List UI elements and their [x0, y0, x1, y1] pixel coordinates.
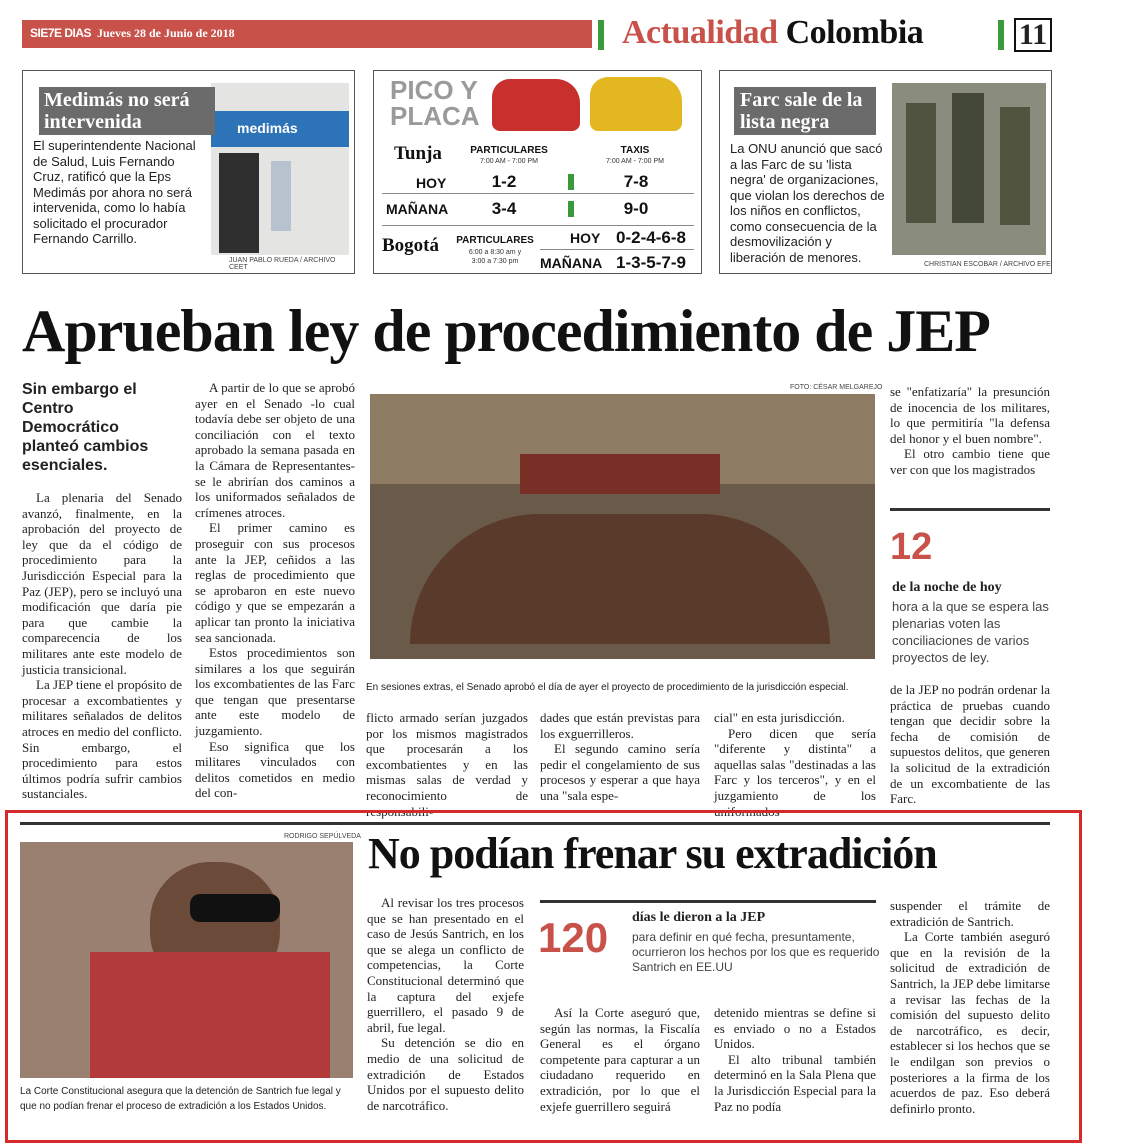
bogota-hours2: 3:00 a 7:30 pm: [471, 258, 519, 265]
main-col4: [540, 710, 700, 804]
paragraph: A partir de lo que se aprobó ayer en el Senado -lo cual todavía debe ser objeto de una conciliación con el texto aprobado la semana pasada en la Cámara de Representantes- se le abrirían dos caminos a los uniformados señalados de crímenes atroces.: [195, 380, 355, 520]
main-col1: [22, 490, 182, 802]
brand: SIE7E DIAS: [30, 26, 92, 40]
person: [271, 161, 291, 231]
sign-text: medimás: [237, 120, 298, 136]
paragraph: El otro cambio tiene que ver con que los magistrados: [890, 446, 1050, 477]
fact2-body: para definir en qué fecha, presuntamente, ocurrieron los hechos por los que es requerido Santrich en EE.UU: [632, 930, 880, 974]
paragraph: Eso significa que los militares vinculados con delitos cometidos en medio del con-: [195, 738, 355, 801]
green-marker: [568, 174, 574, 190]
santrich-photo-credit: RODRIGO SEPÚLVEDA: [284, 833, 361, 840]
bogota-part-label: PARTICULARES: [456, 235, 534, 246]
paragraph: La plenaria del Senado avanzó, finalmente, en la aprobación del proyecto de ley que da el código de procedimiento para la Jurisdicción Especial para la Paz (JEP), pero se incluyó una modificación que daría pie para que cambie la comparecencia de los militares ante este modelo de justicia transicional.: [22, 490, 182, 677]
main-col6: [890, 384, 1050, 478]
senate-photo-credit: FOTO: CÉSAR MELGAREJO: [790, 384, 883, 391]
fact2-number: 120: [538, 914, 609, 961]
bogota-hoy: 0-2-4-6-8: [616, 228, 686, 247]
tunja-part-label: PARTICULARES: [470, 145, 548, 156]
tunja-taxi-hoy: 7-8: [623, 172, 649, 191]
bogota-label: Bogotá: [382, 235, 439, 256]
medimas-body: El superintendente Nacional de Salud, Luis Fernando Cruz, ratificó que la Eps Medimás por ahora no será intervenida, como lo había solicitado el procurador Fernando Carrillo.: [33, 138, 196, 246]
main-col3: [366, 710, 528, 819]
soldier: [1000, 107, 1030, 225]
fact-head: de la noche de hoy: [892, 580, 1002, 595]
medimas-title: Medimás no será intervenida: [39, 87, 215, 135]
section-a: Actualidad: [622, 14, 778, 51]
main-col5: [714, 710, 876, 819]
bogota-hoy-label: HOY: [570, 230, 601, 246]
main-deck: Sin embargo el Centro Democrático planteó cambios esenciales.: [22, 381, 149, 474]
door: [219, 153, 259, 253]
main-col2: [195, 380, 355, 801]
soldier: [906, 103, 936, 223]
tunja-taxi-label: TAXIS: [620, 145, 650, 156]
paragraph: Su detención se dio en medio de una solicitud de extradición de Estados Unidos por el supuesto delito de narcotráfico.: [367, 1035, 524, 1113]
fact-number: 12: [890, 526, 933, 568]
paragraph: Al revisar los tres procesos que se han presentado en el caso de Jesús Santrich, en los que se alega un conflicto de competencias, la Corte Constitucional determinó que la captura del exjefe guerrillero, el pasado 9 de abril, fue legal.: [367, 895, 524, 1035]
second-col4: [890, 898, 1050, 1116]
divider: [382, 225, 694, 226]
farc-box: [719, 70, 1052, 274]
medimas-sign: [211, 111, 349, 147]
soldier: [952, 93, 984, 223]
santrich-caption: La Corte Constitucional asegura que la detención de Santrich fue legal y que no podían frenar el proceso de extradición a los Estados Unidos.: [20, 1086, 341, 1112]
divider: [540, 249, 694, 250]
paragraph: detenido mientras se define si es enviado o no a Estados Unidos.: [714, 1005, 876, 1052]
bogota-man: 1-3-5-7-9: [616, 253, 686, 272]
paragraph: Pero dicen que sería "diferente y distinta" a aquellas salas "destinadas a las Farc y los terceros", y en el juzgamiento de los uniformados: [714, 725, 876, 819]
farc-body: La ONU anunció que sacó a las Farc de su 'lista negra' de organizaciones, que violan los derechos de los niños en conflictos, como consecuencia de la desmovilización y liberación de menores.: [730, 141, 885, 265]
paragraph: El alto tribunal también determinó en la Sala Plena que la Jurisdicción Especial para la Paz no podía: [714, 1051, 876, 1114]
paragraph: se "enfatizaría" la presunción de inocencia de los militares, lo que permitiría "la defensa del honor y el buen nombre".: [890, 384, 1050, 446]
paragraph: Así la Corte aseguró que, según las normas, la Fiscalía General es el órgano competente para capturar a un ciudadano requerido en extradición, por lo que el exjefe guerrillero seguirá: [540, 1005, 700, 1114]
green-divider: [998, 20, 1004, 50]
fact2-rule: [540, 900, 876, 903]
bogota-hours1: 6:00 a 8:30 am y: [468, 249, 522, 256]
farc-credit: CHRISTIAN ESCOBAR / ARCHIVO EFE: [924, 261, 1051, 268]
tunja-label: Tunja: [394, 143, 442, 164]
header-bar: [22, 20, 592, 48]
pico-placa-box: [373, 70, 702, 274]
senate-photo-caption: En sesiones extras, el Senado aprobó el día de ayer el proyecto de procedimiento de la jurisdicción especial.: [366, 682, 849, 693]
paragraph: La Corte también aseguró que en la revisión de la solicitud de extradición de Santrich, la JEP debe limitarse a revisar las fechas de la comisión del supuesto delito de narcotráfico, es decir, establecer si los hechos que se le endilgan son previos o posteriores a la firma de los acuerdos de paz. Eso deberá definirlo pronto.: [890, 929, 1050, 1116]
paragraph: El primer camino es proseguir con sus procesos ante la JEP, ceñidos a las reglas de procedimiento que se aprobaron en este nuevo código y que se empezarán a aplicar tan pronto la iniciativa sea sancionada.: [195, 520, 355, 645]
tunja-taxi-man: 9-0: [623, 199, 649, 218]
sunglasses: [190, 894, 280, 922]
section-title: [622, 14, 923, 54]
senate-photo: [370, 394, 875, 659]
tunja-man-label: MAÑANA: [386, 201, 449, 217]
divider: [382, 193, 694, 194]
paragraph: flicto armado serían juzgados por los mismos magistrados que procesarán a los excombatientes y en las mismas salas de verdad y reconocimiento de responsabili-: [366, 710, 528, 819]
medimas-photo: [211, 83, 349, 255]
paragraph: dades que están previstas para los exguerrilleros.: [540, 710, 700, 741]
farc-title: Farc sale de la lista negra: [734, 87, 876, 135]
story-rule: [20, 822, 1050, 825]
medimas-credit: JUAN PABLO RUEDA / ARCHIVO CEET: [229, 257, 336, 271]
green-marker: [568, 201, 574, 217]
tunja-part-man: 3-4: [491, 199, 517, 218]
car-icon: [492, 79, 580, 131]
paragraph: Estos procedimientos son similares a los que seguirán los excombatientes de las Farc que tengan que presentarse ante este modelo de juzgamiento.: [195, 645, 355, 739]
paragraph: El segundo camino sería pedir el congelamiento de sus procesos y esperar a que haya una "sala espe-: [540, 741, 700, 803]
paragraph: de la JEP no podrán ordenar la práctica de pruebas cuando tengan que decidir sobre la fecha de comisión de supuestos delitos, que generen la solicitud de la extradición de un excombatiente de las Farc.: [890, 682, 1050, 807]
second-col1: [367, 895, 524, 1113]
tunja-part-hoy: 1-2: [491, 172, 517, 191]
medimas-box: [22, 70, 355, 274]
fact-rule: [890, 508, 1050, 511]
paragraph: suspender el trámite de extradición de Santrich.: [890, 898, 1050, 929]
bogota-man-label: MAÑANA: [540, 255, 603, 271]
santrich-photo: [20, 842, 353, 1078]
tunja-taxi-hours: 7:00 AM - 7:00 PM: [606, 158, 664, 165]
paragraph: La JEP tiene el propósito de procesar a excombatientes y militares señalados de delitos atroces en medio del conflicto. Sin embargo, el procedimiento para estos últimos podría sufrir cambios sustanciales.: [22, 677, 182, 802]
second-headline: No podían frenar su extradición: [368, 829, 937, 878]
green-divider: [598, 20, 604, 50]
farc-photo: [892, 83, 1046, 255]
second-col3: [714, 1005, 876, 1114]
fact-body: hora a la que se espera las plenarias voten las conciliaciones de varios proyectos de ley.: [892, 599, 1049, 665]
issue-date: Jueves 28 de Junio de 2018: [97, 26, 235, 40]
paragraph: cial" en esta jurisdicción.: [714, 710, 845, 725]
tunja-part-hours: 7:00 AM - 7:00 PM: [480, 158, 538, 165]
scarf: [90, 952, 330, 1078]
taxi-icon: [590, 77, 682, 131]
main-col6c: [890, 682, 1050, 807]
senate-podium: [520, 454, 720, 494]
tunja-hoy-label: HOY: [416, 175, 447, 191]
senate-seats: [410, 514, 830, 644]
page-number: 11: [1014, 18, 1052, 52]
fact2-head: días le dieron a la JEP: [632, 910, 766, 925]
main-headline: Aprueban ley de procedimiento de JEP: [22, 298, 990, 364]
pico-title: PICO Y PLACA: [390, 75, 480, 131]
second-col2: [540, 1005, 700, 1114]
section-b: Colombia: [785, 14, 924, 51]
